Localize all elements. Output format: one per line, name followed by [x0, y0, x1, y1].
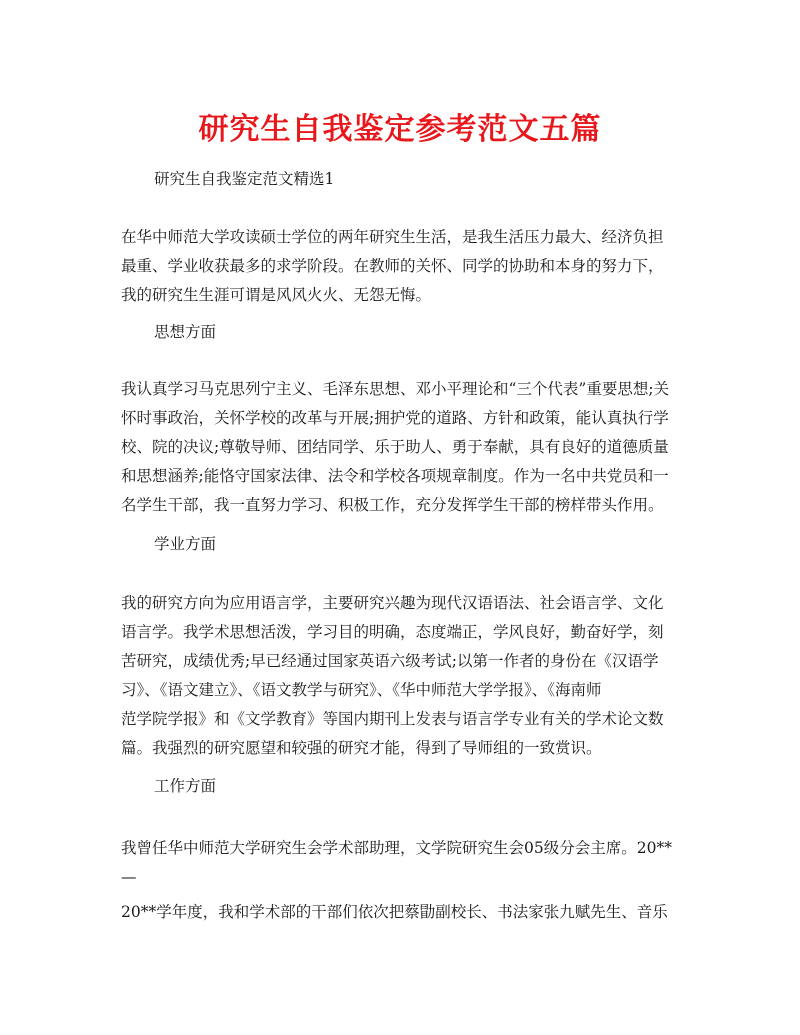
- paragraph-work: [121, 834, 681, 927]
- section-heading-work: 工作方面: [154, 777, 217, 795]
- paragraph-line: 名学生干部，我一直努力学习、积极工作，充分发挥学生干部的榜样带头作用。: [121, 496, 664, 514]
- paragraph-line: 最重、学业收获最多的求学阶段。在教师的关怀、同学的协助和本身的努力下，: [121, 257, 664, 275]
- section-heading-academic: 学业方面: [154, 535, 217, 553]
- paragraph-line: 我的研究方向为应用语言学，主要研究兴趣为现代汉语语法、社会语言学、文化: [121, 594, 664, 612]
- paragraph-line: 范学院学报》和《文学教育》等国内期刊上发表与语言学专业有关的学术论文数: [121, 710, 664, 728]
- section-heading-thought: 思想方面: [154, 323, 217, 341]
- paragraph-line: 习》、《语文建立》、《语文教学与研究》、《华中师范大学学报》、《海南师: [121, 681, 602, 699]
- paragraph-line: 校、院的决议;尊敬导师、团结同学、乐于助人、勇于奉献，具有良好的道德质量: [121, 438, 669, 456]
- paragraph-line: 怀时事政治，关怀学校的改革与开展;拥护党的道路、方针和政策，能认真执行学: [121, 409, 669, 427]
- paragraph-thought: [121, 375, 681, 520]
- paragraph-line: 苦研究，成绩优秀;早已经通过国家英语六级考试;以第一作者的身份在《汉语学: [121, 652, 659, 670]
- paragraph-academic: [121, 589, 681, 763]
- paragraph-line: 20**学年度，我和学术部的干部们依次把蔡勖副校长、书法家张九赋先生、音乐: [121, 903, 668, 921]
- paragraph-line: 我认真学习马克思列宁主义、毛泽东思想、邓小平理论和“三个代表”重要思想;关: [121, 380, 670, 398]
- subtitle: 研究生自我鉴定范文精选1: [154, 170, 335, 188]
- paragraph-line: 我的研究生生涯可谓是风风火火、无怨无悔。: [121, 286, 432, 304]
- paragraph-line: 我曾任华中师范大学研究生会学术部助理，文学院研究生会05级分会主席。20**: [121, 839, 672, 857]
- paragraph-line: —: [121, 868, 137, 886]
- paragraph-line: 和思想涵养;能恪守国家法律、法令和学校各项规章制度。作为一名中共党员和一: [121, 467, 669, 485]
- paragraph-line: 在华中师范大学攻读硕士学位的两年研究生生活，是我生活压力最大、经济负担: [121, 228, 664, 246]
- paragraph-line: 语言学。我学术思想活泼，学习目的明确，态度端正，学风良好，勤奋好学，刻: [121, 623, 664, 641]
- page-title: 研究生自我鉴定参考范文五篇: [198, 112, 602, 147]
- paragraph-line: 篇。我强烈的研究愿望和较强的研究才能，得到了导师组的一致赏识。: [121, 739, 602, 757]
- paragraph-intro: [121, 223, 681, 310]
